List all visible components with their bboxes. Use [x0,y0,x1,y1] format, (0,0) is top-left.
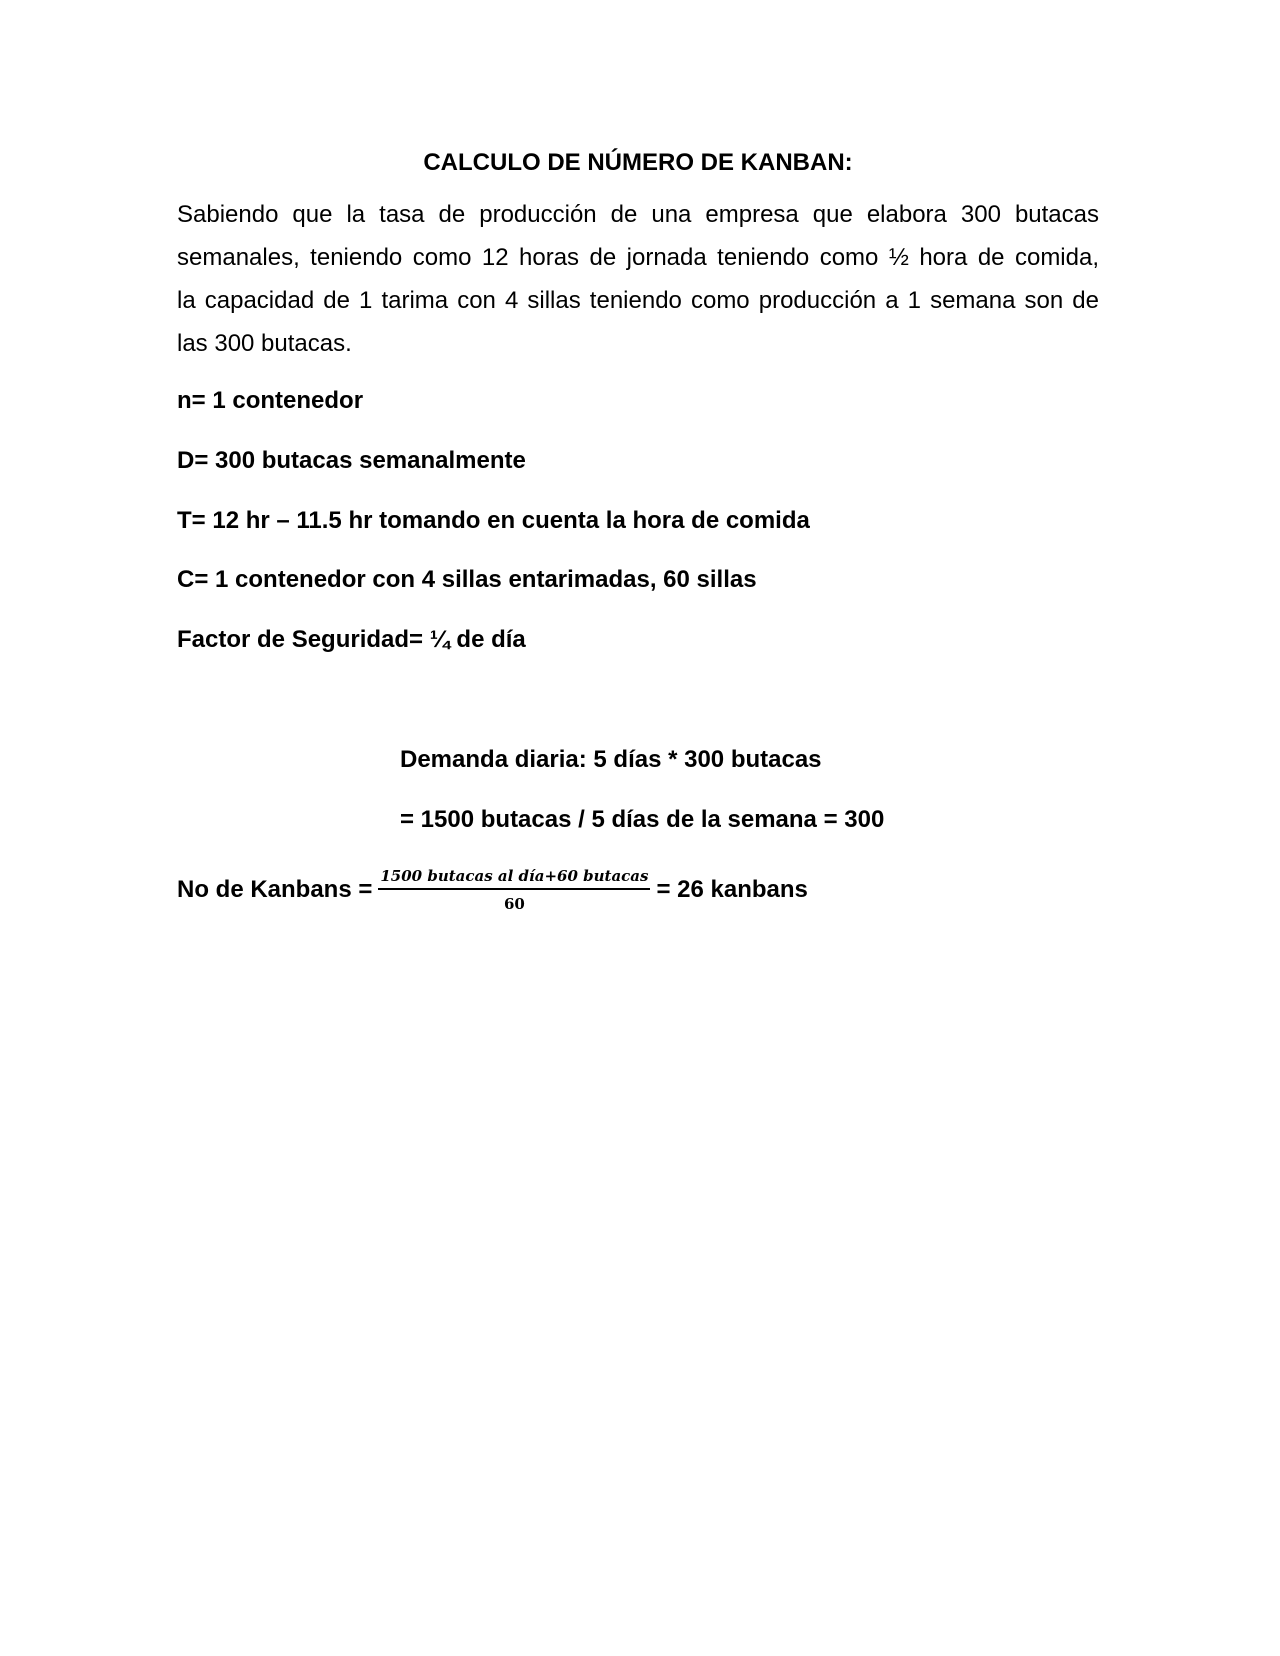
variable-c: C= 1 contenedor con 4 sillas entarimadas, 60 sillas [177,566,757,593]
kanban-formula [177,862,808,918]
variable-d: D= 300 butacas semanalmente [177,447,526,474]
formula-result: = 26 kanbans [656,876,808,903]
daily-demand: Demanda diaria: 5 días * 300 butacas [400,746,822,773]
intro-line-4: las 300 butacas. [177,330,352,357]
daily-demand-result: = 1500 butacas / 5 días de la semana = 300 [400,806,885,833]
formula-denominator: 60 [503,894,525,913]
document-title: CALCULO DE NÚMERO DE KANBAN: [423,149,853,176]
intro-line-3: la capacidad de 1 tarima con 4 sillas teniendo como producción a 1 semana son de [177,287,1099,314]
formula-label: No de Kanbans = [177,876,373,903]
safety-factor: Factor de Seguridad= ¼ de día [177,626,526,653]
variable-t: T= 12 hr – 11.5 hr tomando en cuenta la hora de comida [177,507,810,534]
formula-numerator: 1500 butacas al día+60 butacas [378,866,650,890]
intro-line-1: Sabiendo que la tasa de producción de una empresa que elabora 300 butacas [177,201,1099,228]
variable-n: n= 1 contenedor [177,387,364,414]
intro-paragraph [177,193,1099,365]
formula-fraction [378,866,650,915]
intro-line-2: semanales, teniendo como 12 horas de jornada teniendo como ½ hora de comida, [177,244,1099,271]
